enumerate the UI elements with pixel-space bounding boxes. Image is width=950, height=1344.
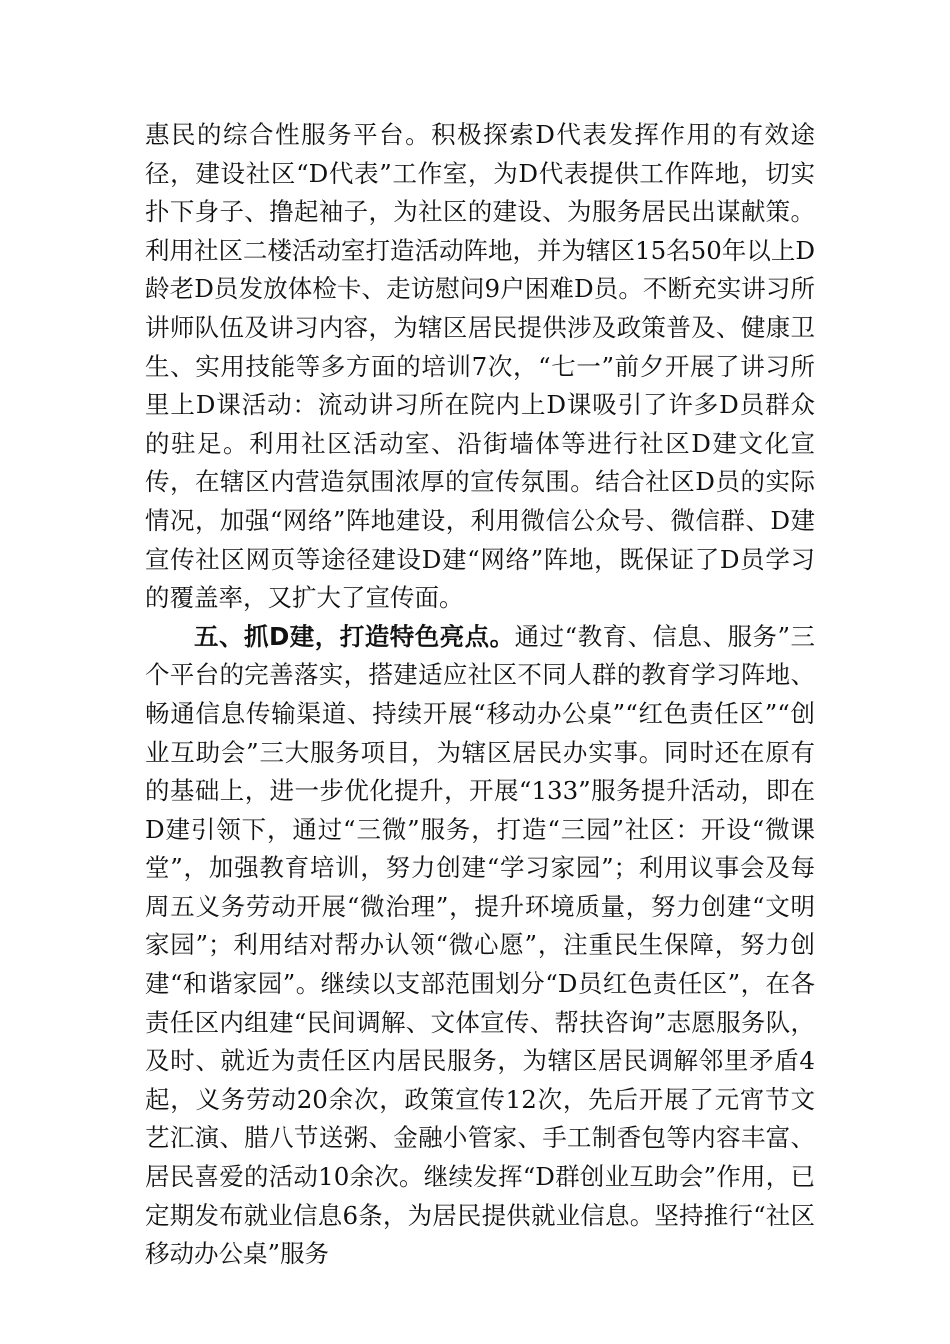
body-paragraph: 惠民的综合性服务平台。积极探索D代表发挥作用的有效途径，建设社区“D代表”工作室，为D代表提供工作阵地，切实扑下身子、撸起袖子，为社区的建设、为服务居民出谋献策。利用社区二楼活动室打造活动阵地，并为辖区15名50年以上D龄老D员发放体检卡、走访慰问9户困难D员。不断充实讲习所讲师队伍及讲习内容，为辖区居民提供涉及政策普及、健康卫生、实用技能等多方面的培训7次，“七一”前夕开展了讲习所里上D课活动：流动讲习所在院内上D课吸引了许多D员群众的驻足。利用社区活动室、沿街墙体等进行社区D建文化宣传，在辖区内营造氛围浓厚的宣传氛围。结合社区D员的实际情况，加强“网络”阵地建设，利用微信公众号、微信群、D建宣传社区网页等途径建设D建“网络”阵地，既保证了D员学习的覆盖率，又扩大了宣传面。 bbox=[145, 120, 815, 613]
document-page bbox=[145, 116, 815, 1274]
section-body-text: 通过“教育、信息、服务”三个平台的完善落实，搭建适应社区不同人群的教育学习阵地、畅通信息传输渠道、持续开展“移动办公桌”“红色责任区”“创业互助会”三大服务项目，为辖区居民办实事。同时还在原有的基础上，进一步优化提升，开展“133”服务提升活动，即在D建引领下，通过“三微”服务，打造“三园”社区：开设“微课堂”，加强教育培训，努力创建“学习家园”；利用议事会及每周五义务劳动开展“微治理”，提升环境质量，努力创建“文明家园”；利用结对帮办认领“微心愿”，注重民生保障，努力创建“和谐家园”。继续以支部范围划分“D员红色责任区”，在各责任区内组建“民间调解、文体宣传、帮扶咨询”志愿服务队，及时、就近为责任区内居民服务，为辖区居民调解邻里矛盾4起，义务劳动20余次，政策宣传12次，先后开展了元宵节文艺汇演、腊八节送粥、金融小管家、手工制香包等内容丰富、居民喜爱的活动10余次。继续发挥“D群创业互助会”作用，已定期发布就业信息6条，为居民提供就业信息。坚持推行“社区移动办公桌”服务 bbox=[145, 621, 815, 1269]
section-paragraph bbox=[145, 618, 815, 1274]
section-heading: 五、抓D建，打造特色亮点。 bbox=[194, 621, 515, 651]
